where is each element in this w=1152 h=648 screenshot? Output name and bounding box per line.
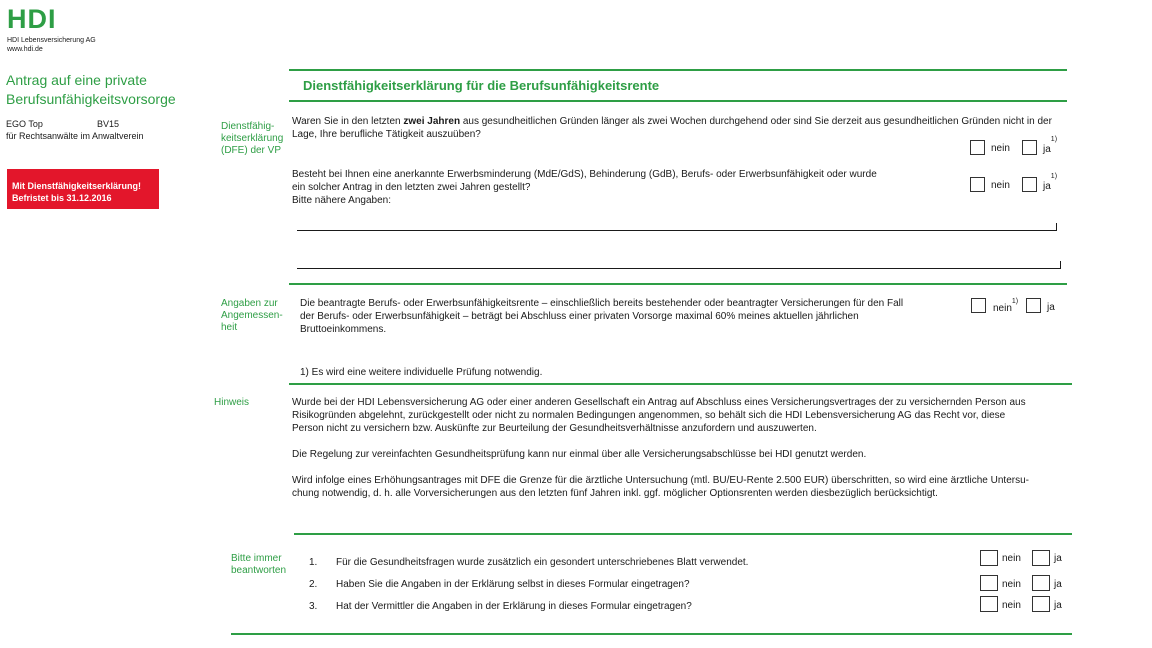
adequacy-label-line3: heit — [221, 322, 238, 333]
q2-yes-text: ja — [1043, 181, 1051, 193]
q1-no-checkbox[interactable] — [970, 140, 985, 155]
q1-yes-checkbox[interactable] — [1022, 140, 1037, 155]
dfe-label-line3: (DFE) der VP — [221, 145, 282, 156]
q1-yes-text: ja — [1043, 144, 1051, 156]
q1-footnote-mark: 1) — [1050, 136, 1058, 143]
note-paragraph-1 — [292, 396, 1062, 435]
adequacy-line1: Die beantragte Berufs- oder Erwerbsunfähigkeitsrente – einschließlich bereits bestehender oder beantragter Versicherungen für den Fall — [300, 298, 904, 309]
dfe-bottom-rule — [289, 283, 1067, 285]
dfe-side-label — [221, 121, 283, 157]
adequacy-bottom-rule — [289, 383, 1072, 385]
item2-yes-checkbox[interactable] — [1032, 575, 1050, 591]
always-label-line2: beantworten — [231, 565, 287, 576]
always-item-1-text: Für die Gesundheitsfragen wurde zusätzlich ein gesondert unterschriebenes Blatt verwendet. — [336, 557, 749, 568]
item2-yes-label: ja — [1054, 579, 1062, 590]
adequacy-label-line2: Angemessen- — [221, 310, 283, 321]
item1-no-checkbox[interactable] — [980, 550, 998, 566]
deadline-banner — [7, 169, 159, 209]
product-name: EGO Top — [6, 119, 43, 129]
q1-text-start: Waren Sie in den letzten — [292, 116, 404, 127]
item3-yes-checkbox[interactable] — [1032, 596, 1050, 612]
details-line-2[interactable] — [297, 268, 1061, 269]
note-p3-line2: chung notwendig, d. h. alle Vorversicherungen aus den letzten fünf Jahren inkl. ggf. möglicher Optionsrenten werden diesbezüglich berücksichtigt. — [292, 488, 938, 499]
adequacy-label-line1: Angaben zur — [221, 298, 278, 309]
always-top-rule — [294, 533, 1072, 535]
section-title-rule — [289, 100, 1067, 102]
note-paragraph-2: Die Regelung zur vereinfachten Gesundheitsprüfung kann nur einmal über alle Versicherungsabschlüsse bei HDI genutzt werden. — [292, 449, 867, 460]
item1-yes-checkbox[interactable] — [1032, 550, 1050, 566]
banner-line1: Mit Dienstfähigkeitserklärung! — [12, 181, 142, 191]
note-p1-line1: Wurde bei der HDI Lebensversicherung AG oder einer anderen Gesellschaft ein Antrag auf Abschluss eines Versicherungsvertrages der zu versichernden Person aus — [292, 397, 1026, 408]
audience: für Rechtsanwälte im Anwaltverein — [6, 131, 144, 141]
dfe-question-1 — [292, 115, 1062, 141]
section-top-rule — [289, 69, 1067, 71]
q2-footnote-mark: 1) — [1050, 173, 1058, 180]
always-label-line1: Bitte immer — [231, 553, 282, 564]
form-title-line2: Berufsunfähigkeitsvorsorge — [6, 91, 176, 107]
always-side-label — [231, 553, 286, 577]
banner-line2: Befristet bis 31.12.2016 — [12, 193, 112, 203]
adequacy-line2: der Berufs- oder Erwerbsunfähigkeit – beträgt bei Abschluss einer privaten Vorsorge maximal 60% meines aktuellen jährlichen — [300, 311, 859, 322]
adequacy-no-label — [993, 298, 1019, 315]
item3-no-label: nein — [1002, 600, 1021, 611]
item2-no-label: nein — [1002, 579, 1021, 590]
q1-no-label: nein — [991, 143, 1010, 154]
item3-yes-label: ja — [1054, 600, 1062, 611]
adequacy-footnote-mark: 1) — [1011, 298, 1019, 305]
adequacy-no-text: nein — [993, 303, 1012, 315]
adequacy-side-label — [221, 298, 283, 334]
note-side-label: Hinweis — [214, 397, 250, 408]
q2-no-checkbox[interactable] — [970, 177, 985, 192]
dfe-label-line1: Dienstfähig- — [221, 121, 275, 132]
note-p1-line2: Risikogründen abgelehnt, zurückgestellt oder nicht zu normalen Bedingungen angenommen, so behält sich die HDI Lebensversicherung AG das Recht vor, diese — [292, 410, 1006, 421]
q2-yes-label — [1043, 173, 1058, 193]
dfe-question-2 — [292, 168, 952, 207]
always-item-1-num: 1. — [309, 557, 318, 568]
form-title — [6, 71, 176, 109]
adequacy-yes-checkbox[interactable] — [1026, 298, 1041, 313]
details-line-1[interactable] — [297, 230, 1057, 231]
q2-line1: Besteht bei Ihnen eine anerkannte Erwerbsminderung (MdE/GdS), Behinderung (GdB), Berufs- oder Erwerbsunfähigkeit oder wurde — [292, 169, 877, 180]
form-title-line1: Antrag auf eine private — [6, 72, 147, 88]
note-p1-line3: Person nicht zu versichern bzw. Auskünfte zur Beurteilung der Gesundheitsverhältnisse anzufordern und auszuwerten. — [292, 423, 817, 434]
q1-text-end: aus gesundheitlichen Gründen länger als zwei Wochen durchgehend oder sind Sie derzeit aus gesundheitlichen Gründen nicht in der — [460, 116, 1052, 127]
always-item-3-text: Hat der Vermittler die Angaben in der Erklärung in dieses Formular eingetragen? — [336, 601, 692, 612]
q2-yes-checkbox[interactable] — [1022, 177, 1037, 192]
always-item-2-text: Haben Sie die Angaben in der Erklärung selbst in dieses Formular eingetragen? — [336, 579, 690, 590]
website: www.hdi.de — [7, 46, 43, 53]
hdi-logo: HDI — [7, 4, 57, 34]
item1-yes-label: ja — [1054, 553, 1062, 564]
item2-no-checkbox[interactable] — [980, 575, 998, 591]
adequacy-statement — [300, 297, 960, 336]
details-line-1-tick — [1056, 223, 1057, 231]
q2-line2: ein solcher Antrag in den letzten zwei Jahren gestellt? — [292, 182, 531, 193]
q2-no-label: nein — [991, 180, 1010, 191]
item1-no-label: nein — [1002, 553, 1021, 564]
always-item-3-num: 3. — [309, 601, 318, 612]
adequacy-yes-label: ja — [1047, 302, 1055, 313]
dfe-label-line2: keitserklärung — [221, 133, 284, 144]
note-p3-line1: Wird infolge eines Erhöhungsantrages mit DFE die Grenze für die ärztliche Untersuchung (mtl. BU/EU-Rente 2.500 EUR) überschritten, so wird eine ärztliche Untersu- — [292, 475, 1029, 486]
q1-bold: zwei Jahren — [403, 116, 461, 127]
company-name: HDI Lebensversicherung AG — [7, 37, 96, 44]
details-line-2-tick — [1060, 261, 1061, 269]
product-code: BV15 — [97, 119, 120, 129]
item3-no-checkbox[interactable] — [980, 596, 998, 612]
adequacy-line3: Bruttoeinkommens. — [300, 324, 387, 335]
note-paragraph-3 — [292, 474, 1062, 500]
always-bottom-rule — [231, 633, 1072, 635]
always-item-2-num: 2. — [309, 579, 318, 590]
adequacy-no-checkbox[interactable] — [971, 298, 986, 313]
section-title: Dienstfähigkeitserklärung für die Berufsunfähigkeitsrente — [303, 78, 660, 93]
q1-yes-label — [1043, 136, 1058, 156]
q1-line2: Lage, Ihre berufliche Tätigkeit auszuüben? — [292, 129, 481, 140]
adequacy-footnote: 1) Es wird eine weitere individuelle Prüfung notwendig. — [300, 367, 543, 378]
q2-line3: Bitte nähere Angaben: — [292, 195, 391, 206]
